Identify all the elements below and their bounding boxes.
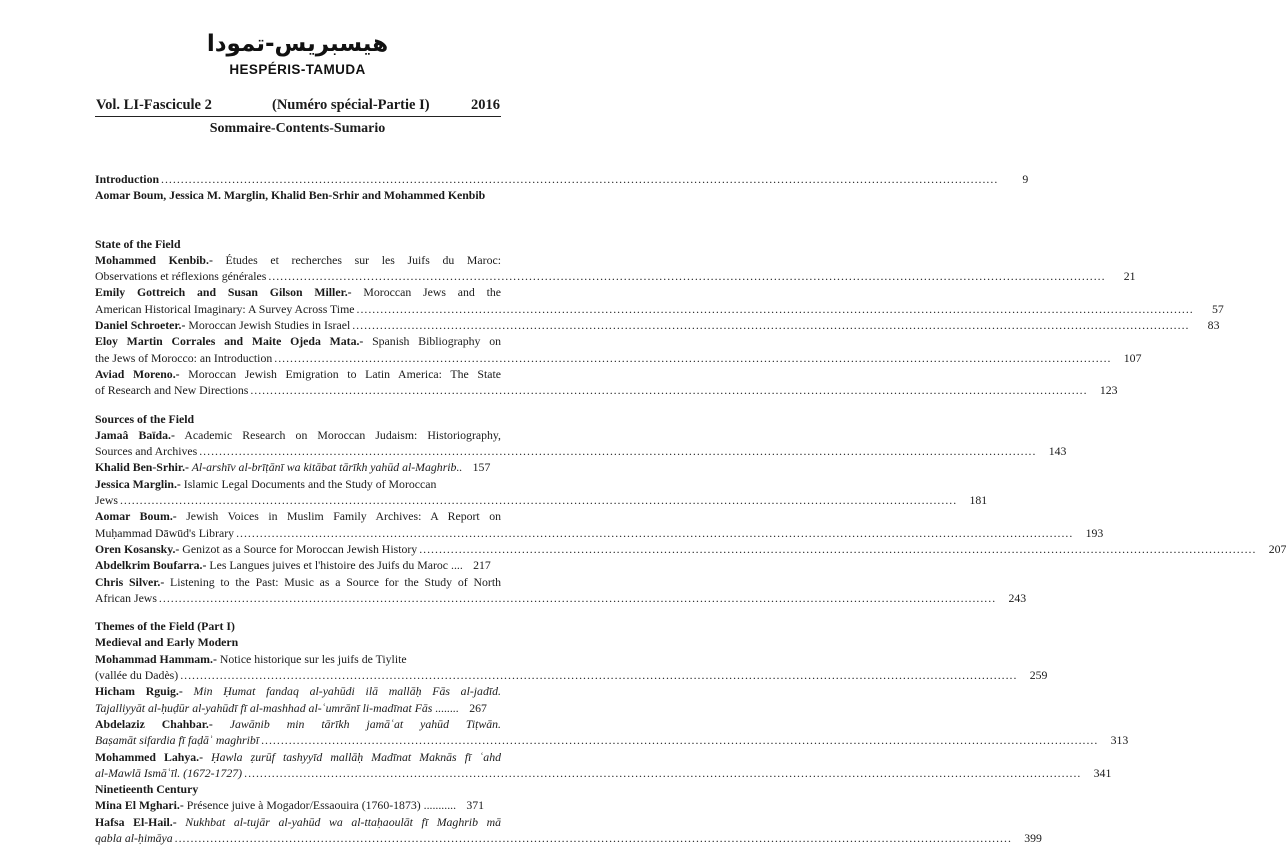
entry-title: Moroccan Jewish Emigration to Latin America: The State [179, 366, 501, 381]
page-number: 243 [1008, 590, 1027, 605]
toc-entry[interactable] [95, 252, 1136, 285]
entry-title-cont: qabla al-ḥimāya [95, 830, 173, 845]
entry-author: Abdelkrim Boufarra.- [95, 558, 207, 573]
entry-title: Notice historique sur les juifs de Tiylite [216, 651, 407, 666]
toc-entry[interactable] [95, 476, 988, 509]
entry-author: Mohammed Lahya.- [95, 749, 204, 764]
entry-title-cont: American Historical Imaginary: A Survey Across Time [95, 301, 355, 316]
page-number: 313 [1110, 733, 1129, 748]
page-number: 83 [1207, 318, 1220, 333]
entry-title-cont: (vallée du Dadès) [95, 668, 179, 683]
entry-author: Emily Gottreich and Susan Gilson Miller.- [95, 285, 352, 300]
page-number: 143 [1048, 444, 1067, 459]
entry-title-cont: al-Mawlā Ismāʿīl. (1672-1727) [95, 765, 243, 780]
entry-author: Aviad Moreno.- [95, 366, 180, 381]
entry-title: Genizot as a Source for Moroccan Jewish History [179, 541, 418, 556]
toc-entry[interactable] [95, 651, 1048, 684]
section-heading: Sources of the Field [95, 411, 195, 426]
entry-author: Oren Kosansky.- [95, 541, 180, 556]
toc-entry[interactable] [95, 814, 1042, 846]
entry-author: Eloy Martin Corrales and Maite Ojeda Mata.- [95, 334, 364, 349]
intro-authors: Aomar Boum, Jessica M. Marglin, Khalid Ben-Srhir and Mohammed Kenbib [95, 188, 486, 203]
entry-title-cont: the Jews of Morocco: an Introduction [95, 350, 273, 365]
toc-entry[interactable] [95, 574, 1027, 607]
entry-title-cont: Observations et réflexions générales [95, 269, 267, 284]
page-number: 399 [1024, 830, 1042, 845]
entry-title: Al-arshīv al-brīṭānī wa kitābat tārīkh yahūd al-Maghrib.. [188, 460, 463, 475]
entry-title: Moroccan Jews and the [351, 285, 501, 300]
page-number: 371 [466, 798, 485, 813]
section-heading: Themes of the Field (Part I) [95, 619, 235, 634]
entry-author: Jamaâ Baïda.- [95, 427, 175, 442]
entry-title: Jawānib min tārīkh jamāʿat yahūd Tiṭwān. [212, 716, 502, 731]
toc-entry[interactable] [95, 797, 501, 813]
contents-title: Sommaire-Contents-Sumario [209, 121, 386, 136]
entry-title-cont: Sources and Archives [95, 444, 198, 459]
entry-author: Daniel Schroeter.- [95, 318, 186, 333]
state-section [95, 236, 1224, 399]
entry-author: Mohammed Kenbib.- [95, 252, 213, 267]
entry-title: Les Langues juives et l'histoire des Juifs du Maroc .... [206, 558, 463, 573]
entry-title: Min Ḥumat fandaq al-yahūdi ilā mallāḥ Fās al-jadīd. [182, 684, 501, 699]
toc-entry[interactable] [95, 508, 1104, 541]
entry-author: Hafsa El-Hail.- [95, 814, 177, 829]
entry-author: Chris Silver.- [95, 574, 165, 589]
leader-dots [161, 171, 998, 187]
themes-section [95, 618, 1129, 846]
intro-title: Introduction [95, 172, 160, 186]
entry-author: Khalid Ben-Srhir.- [95, 460, 189, 475]
entry-author: Jessica Marglin.- [95, 476, 181, 491]
entry-title: Présence juive à Mogador/Essaouira (1760-1873) ........... [183, 798, 457, 813]
page-number: 341 [1093, 765, 1112, 780]
journal-logo-arabic: هيسبريس-تمودا [206, 31, 389, 57]
header-rule [95, 116, 501, 117]
entry-title: Listening to the Past: Music as a Source for the Study of North [164, 574, 502, 589]
toc-entry[interactable] [95, 683, 501, 716]
entry-author: Abdelaziz Chahbar.- [95, 716, 213, 731]
toc-entry[interactable] [95, 557, 501, 573]
toc-entry[interactable] [95, 284, 1224, 317]
page-number: 267 [469, 700, 487, 715]
page-number: 21 [1123, 269, 1136, 284]
entry-author: Hicham Rguig.- [95, 684, 183, 699]
entry-author: Mohammad Hammam.- [95, 651, 217, 666]
entry-author: Aomar Boum.- [95, 509, 177, 524]
entry-title: Spanish Bibliography on [363, 334, 501, 349]
contents-list [95, 171, 1286, 846]
entry-title: Études et recherches sur les Juifs du Maroc: [212, 252, 501, 267]
page-number: 217 [473, 558, 491, 573]
toc-entry[interactable] [95, 317, 1220, 333]
page-number: 57 [1211, 301, 1224, 316]
sources-section [95, 411, 1286, 607]
entry-title-cont: African Jews [95, 590, 157, 605]
section-heading: State of the Field [95, 236, 181, 251]
special-issue-label: (Numéro spécial-Partie I) [272, 97, 430, 113]
entry-title-cont: Baṣamāt sifardia fī faḍāʾ maghribī [95, 733, 260, 748]
toc-entry[interactable] [95, 716, 1129, 749]
toc-entry-introduction[interactable] [95, 171, 1029, 187]
entry-title: Nukhbat al-tujār al-yahūd wa al-ttaḥaoulāt fī Maghrib mā [176, 814, 501, 829]
entry-title-cont: Jews [95, 493, 118, 508]
toc-entry[interactable] [95, 366, 1118, 399]
intro-section [95, 171, 1029, 204]
issue-info-row [96, 97, 500, 115]
page-number: 207 [1268, 541, 1286, 556]
entry-title-cont: of Research and New Directions [95, 383, 249, 398]
entry-title: Moroccan Jewish Studies in Israel [185, 318, 351, 333]
entry-title-cont: Muḥammad Dāwūd's Library [95, 525, 235, 540]
page-number: 181 [969, 493, 988, 508]
page-number: 123 [1099, 383, 1118, 398]
volume-label: Vol. LI-Fascicule 2 [96, 97, 212, 113]
entry-title: Academic Research on Moroccan Judaism: Historiography, [174, 427, 501, 442]
toc-entry[interactable] [95, 541, 1286, 557]
entry-title: Islamic Legal Documents and the Study of Moroccan [180, 476, 437, 491]
year-label: 2016 [471, 97, 500, 113]
entry-title-cont: Tajalliyyāt al-ḥuḍūr al-yahūdī fī al-mashhad al-ʿumrānī li-madīnat Fās ........ [95, 700, 459, 715]
page-number: 157 [472, 460, 491, 475]
page-number: 259 [1029, 668, 1048, 683]
toc-entry[interactable] [95, 333, 1142, 366]
toc-entry[interactable] [95, 427, 1067, 460]
entry-author: Mina El Mghari.- [95, 798, 184, 813]
page-number: 107 [1123, 350, 1142, 365]
toc-entry[interactable] [95, 459, 501, 475]
entry-title: Jewish Voices in Muslim Family Archives: A Report on [176, 509, 501, 524]
entry-title: Ḥawla ẓurūf tashyyīd mallāḥ Madīnat Maknās fī ʿahd [203, 749, 501, 764]
journal-logo-latin: HESPÉRIS-TAMUDA [229, 62, 366, 77]
toc-entry[interactable] [95, 749, 1112, 782]
subsection-heading: Ninetieenth Century [95, 782, 199, 797]
page-number: 9 [1022, 172, 1029, 186]
subsection-heading: Medieval and Early Modern [95, 635, 239, 650]
page-number: 193 [1085, 525, 1104, 540]
